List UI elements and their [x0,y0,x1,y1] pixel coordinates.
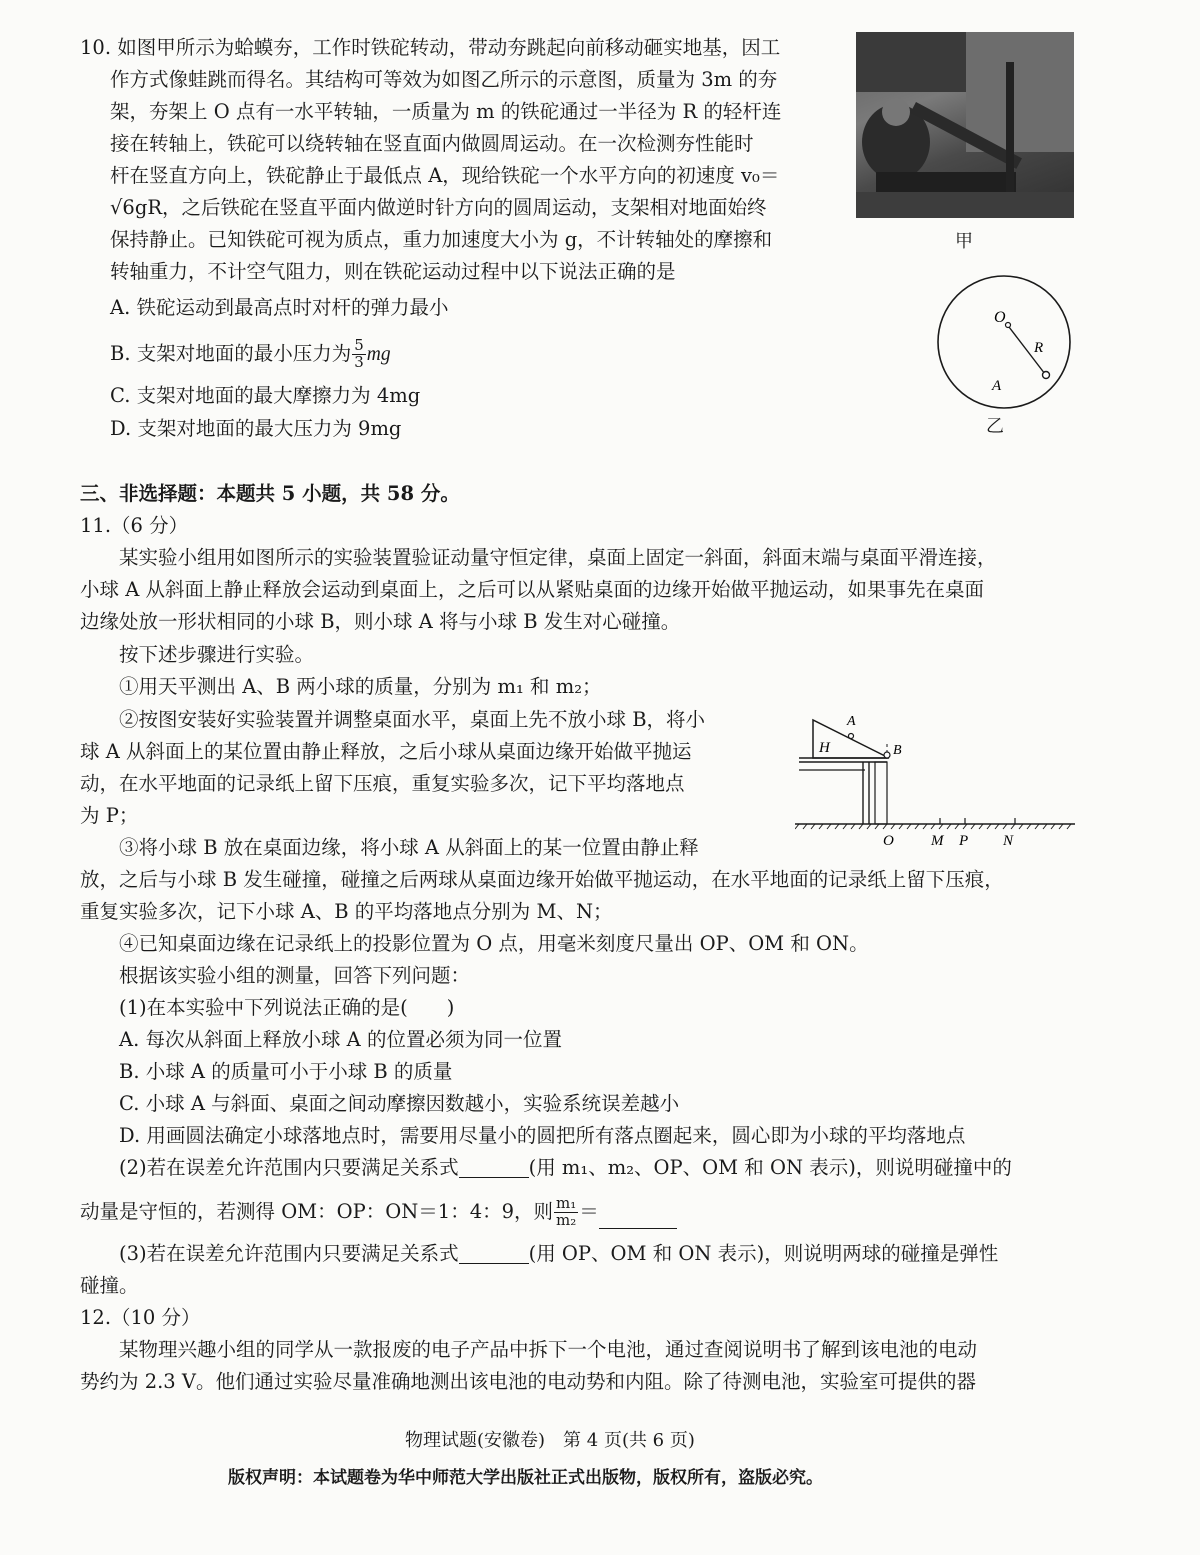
q10-line-5: 杆在竖直方向上，铁砣静止于最低点 A，现给铁砣一个水平方向的初速度 v₀＝ [110,164,780,187]
mass-ratio-fraction [554,1196,578,1229]
answer-blank[interactable] [599,1228,677,1229]
table-end [875,762,887,824]
q10-line-6: √6gR，之后铁砣在竖直平面内做逆时针方向的圆周运动，支架相对地面始终 [110,196,767,219]
q11-part-2-line-2 [80,1196,677,1229]
label-b: B [893,743,902,758]
fraction [352,338,366,371]
q11-part-2-text-a: (2)若在误差允许范围内只要满足关系式 [119,1156,459,1179]
orbit-circle [938,276,1070,408]
q10-option-b-suffix: mg [366,343,391,365]
q10-option-b [110,338,391,371]
label-o: O [883,833,894,849]
q11-part-1-option-c: C. 小球 A 与斜面、桌面之间动摩擦因数越小，实验系统误差越小 [119,1092,680,1115]
q11-part-2-text-c: 动量是守恒的，若测得 OM：OP：ON＝1：4：9，则 [80,1199,554,1223]
q11-part-3-line-2: 碰撞。 [80,1274,139,1297]
q11-step-3-line-3: 重复实验多次，记下小球 A、B 的平均落地点分别为 M、N； [80,900,613,923]
q11-step-3-line-2: 放，之后与小球 B 发生碰撞，碰撞之后两球从桌面边缘开始做平抛运动，在水平地面的记录纸上留下压痕， [80,868,1004,891]
q11-header: 11.（6 分） [80,514,189,537]
page-footer: 物理试题(安徽卷) 第 4 页(共 6 页) [405,1430,695,1451]
q10-option-b-prefix: B. 支架对地面的最小压力为 [110,341,352,365]
frog-rammer-photo-art [856,32,1074,218]
pivot-o [1006,323,1011,328]
q11-line-4: 按下述步骤进行实验。 [119,643,315,666]
label-h: H [819,740,830,756]
q10-option-a: A. 铁砣运动到最高点时对杆的弹力最小 [110,296,449,319]
collision-apparatus-diagram [795,700,1080,850]
q11-part-2-text-b: (用 m₁、m₂、OP、OM 和 ON 表示)，则说明碰撞中的 [528,1156,1012,1179]
q11-part-1-option-b: B. 小球 A 的质量可小于小球 B 的质量 [119,1060,453,1083]
q11-step-1: ①用天平测出 A、B 两小球的质量，分别为 m₁ 和 m₂； [119,675,602,698]
q10-line-7: 保持静止。已知铁砣可视为质点，重力加速度大小为 g，不计转轴处的摩擦和 [110,228,773,251]
q11-part-1-option-a: A. 每次从斜面上释放小球 A 的位置必须为同一位置 [119,1028,562,1051]
q10-option-d: D. 支架对地面的最大压力为 9mg [110,417,402,440]
iron-weight [1043,372,1050,379]
mass-ratio-numerator: m₁ [556,1194,577,1212]
q11-step-2-line-2: 球 A 从斜面上的某位置由静止释放，之后小球从桌面边缘开始做平抛运 [80,740,692,763]
fraction-denominator: 3 [354,352,364,371]
q11-part-3-text-a: (3)若在误差允许范围内只要满足关系式 [119,1242,459,1265]
label-o: O [994,309,1006,326]
q10-line-1: 10. 如图甲所示为蛤蟆夯，工作时铁砣转动，带动夯跳起向前移动砸实地基，因工 [80,36,781,59]
q12-line-1: 某物理兴趣小组的同学从一款报废的电子产品中拆下一个电池，通过查阅说明书了解到该电池的电动 [119,1338,978,1361]
answer-blank[interactable] [459,1263,529,1264]
ball-a [849,734,854,739]
q10-line-2: 作方式像蛙跳而得名。其结构可等效为如图乙所示的示意图，质量为 3m 的夯 [110,68,778,91]
mass-ratio-denominator: m₂ [556,1210,577,1229]
q11-part-1: (1)在本实验中下列说法正确的是( ) [119,996,455,1019]
label-a: A [847,714,856,729]
caption-jia: 甲 [955,231,973,252]
q11-part-1-option-d: D. 用画圆法确定小球落地点时，需要用尽量小的圆把所有落点圈起来，圆心即为小球的平均落地点 [119,1124,966,1147]
caption-yi: 乙 [986,416,1004,437]
label-m: M [931,833,944,849]
q10-option-c: C. 支架对地面的最大摩擦力为 4mg [110,384,421,407]
q11-part-3-text-b: (用 OP、OM 和 ON 表示)，则说明两球的碰撞是弹性 [528,1242,999,1265]
q10-line-8: 转轴重力，不计空气阻力，则在铁砣运动过程中以下说法正确的是 [110,260,676,283]
q11-part-2-line-1 [119,1158,1012,1178]
q11-line-3: 边缘处放一形状相同的小球 B，则小球 A 将与小球 B 发生对心碰撞。 [80,610,681,633]
q11-part-2-equals: ＝ [579,1199,599,1223]
q11-part-3-line-1 [119,1244,998,1264]
q10-line-3: 架，夯架上 O 点有一水平转轴，一质量为 m 的铁砣通过一半径为 R 的轻杆连 [110,100,782,123]
label-a: A [992,378,1002,394]
copyright-notice: 版权声明：本试题卷为华中师范大学出版社正式出版物，版权所有，盗版必究。 [228,1468,823,1488]
fraction-numerator: 5 [354,336,364,354]
label-n: N [1003,833,1014,849]
q12-header: 12.（10 分） [80,1306,201,1329]
q11-line-1: 某实验小组用如图所示的实验装置验证动量守恒定律，桌面上固定一斜面，斜面末端与桌面平滑连接， [119,546,997,569]
q11-step-4: ④已知桌面边缘在记录纸上的投影位置为 O 点，用毫米刻度尺量出 OP、OM 和 ON。 [119,932,869,955]
answer-blank[interactable] [459,1177,529,1178]
frog-rammer-photo [856,32,1074,218]
q11-step-2-line-1: ②按图安装好实验装置并调整桌面水平，桌面上先不放小球 B，将小 [119,708,706,731]
q11-step-2-line-3: 动，在水平地面的记录纸上留下压痕，重复实验多次，记下平均落地点 [80,772,685,795]
q10-line-4: 接在转轴上，铁砣可以绕转轴在竖直面内做圆周运动。在一次检测夯性能时 [110,132,754,155]
q11-instruction: 根据该实验小组的测量，回答下列问题： [119,964,471,987]
q11-step-2-line-4: 为 P； [80,804,139,827]
label-p: P [959,833,969,849]
q11-line-2: 小球 A 从斜面上静止释放会运动到桌面上，之后可以从紧贴桌面的边缘开始做平抛运动，如果事先在桌面 [80,578,984,601]
q12-line-2: 势约为 2.3 V。他们通过实验尽量准确地测出该电池的电动势和内阻。除了待测电池，实验室可提供的器 [80,1370,976,1393]
ball-b [884,752,890,758]
section-3-heading: 三、非选择题：本题共 5 小题，共 58 分。 [80,482,460,505]
label-r: R [1034,340,1044,356]
circle-diagram [930,270,1080,410]
q11-step-3-line-1: ③将小球 B 放在桌面边缘，将小球 A 从斜面上的某一位置由静止释 [119,836,699,859]
